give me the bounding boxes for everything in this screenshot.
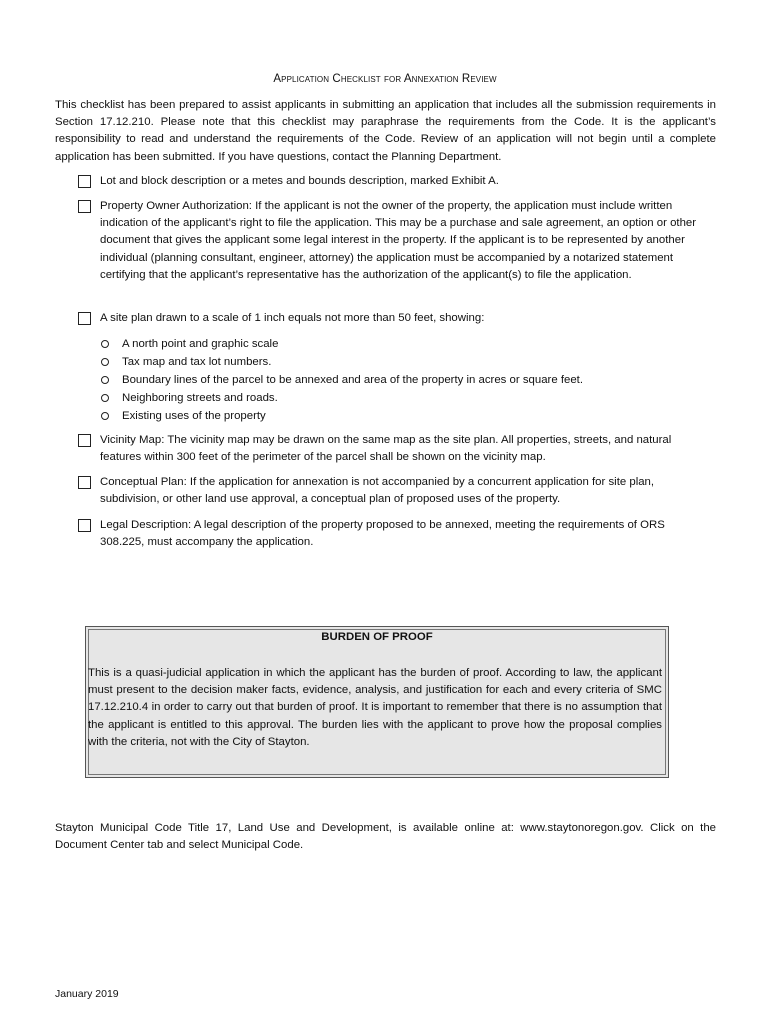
bullet-icon	[101, 412, 109, 420]
bullet-icon	[101, 340, 109, 348]
checklist-item-text: A site plan drawn to a scale of 1 inch equals not more than 50 feet, showing:	[100, 312, 485, 324]
checkbox[interactable]	[78, 175, 91, 188]
checklist-item-owner-authorization[interactable]	[78, 198, 698, 284]
site-plan-list-item: Existing uses of the property	[101, 407, 661, 425]
site-plan-list	[101, 335, 661, 425]
checklist-item-text: Property Owner Authorization: If the applicant is not the owner of the property, the application must include written indication of the applicant’s right to file the application. This may be a purchase and sale agreement, an option or other document that gives the applicant some legal interest in the property. If the applicant is to be represented by another individual (planning consultant, engineer, attorney) the application must be accompanied by a notarized statement certifying that the applicant’s representative has the authorization of the applicant(s) to file the application.	[100, 200, 697, 281]
burden-of-proof-title: BURDEN OF PROOF	[321, 631, 433, 643]
checklist-item-legal-description[interactable]	[78, 517, 698, 551]
bullet-icon	[101, 358, 109, 366]
document-title: Application Checklist for Annexation Review	[273, 73, 497, 85]
burden-of-proof-box	[85, 626, 669, 778]
burden-of-proof-text: This is a quasi-judicial application in which the applicant has the burden of proof. According to law, the applicant must present to the decision maker facts, evidence, analysis, and justification for each and every criteria of SMC 17.12.210.4 in order to carry out that burden of proof. It is important to remember that there is no assumption that the applicant is entitled to this approval. The burden lies with the applicant to prove how the proposal complies with the criteria, not with the City of Stayton.	[88, 667, 662, 748]
bullet-icon	[101, 394, 109, 402]
checkbox[interactable]	[78, 476, 91, 489]
site-plan-list-item: Tax map and tax lot numbers.	[101, 353, 661, 371]
checkbox[interactable]	[78, 200, 91, 213]
checklist-item-vicinity-map[interactable]	[78, 432, 698, 466]
checklist-item-text: Vicinity Map: The vicinity map may be drawn on the same map as the site plan. All properties, streets, and natural features within 300 feet of the perimeter of the parcel shall be shown on the vicinity map.	[100, 434, 672, 464]
site-plan-list-item: Boundary lines of the parcel to be annexed and area of the property in acres or square feet.	[101, 371, 661, 389]
checkbox[interactable]	[78, 312, 91, 325]
site-plan-list-item: A north point and graphic scale	[101, 335, 661, 353]
checkbox[interactable]	[78, 434, 91, 447]
checklist-item-exhibit-a[interactable]	[78, 173, 698, 190]
checkbox[interactable]	[78, 519, 91, 532]
checklist-item-text: Conceptual Plan: If the application for annexation is not accompanied by a concurrent application for site plan, subdivision, or other land use approval, a conceptual plan of proposed uses of the property.	[100, 476, 655, 506]
checklist-item-conceptual-plan[interactable]	[78, 474, 698, 508]
checklist-item-text: Legal Description: A legal description of the property proposed to be annexed, meeting the requirements of ORS 308.225, must accompany the application.	[100, 519, 665, 549]
document-date: January 2019	[55, 988, 119, 1000]
bullet-icon	[101, 376, 109, 384]
checklist-item-site-plan[interactable]	[78, 310, 698, 327]
intro-paragraph: This checklist has been prepared to assist applicants in submitting an application that includes all the submission requirements in Section 17.12.210. Please note that this checklist may paraphrase the requirements from the Code. It is the applicant’s responsibility to read and understand the requirements of the Code. Review of an application will not begin until a complete application has been submitted. If you have questions, contact the Planning Department.	[55, 99, 716, 163]
footer-note: Stayton Municipal Code Title 17, Land Use and Development, is available online at: www.staytonoregon.gov. Click on the Document Center tab and select Municipal Code.	[55, 822, 716, 852]
checklist-item-text: Lot and block description or a metes and bounds description, marked Exhibit A.	[100, 175, 499, 187]
site-plan-list-item: Neighboring streets and roads.	[101, 389, 661, 407]
